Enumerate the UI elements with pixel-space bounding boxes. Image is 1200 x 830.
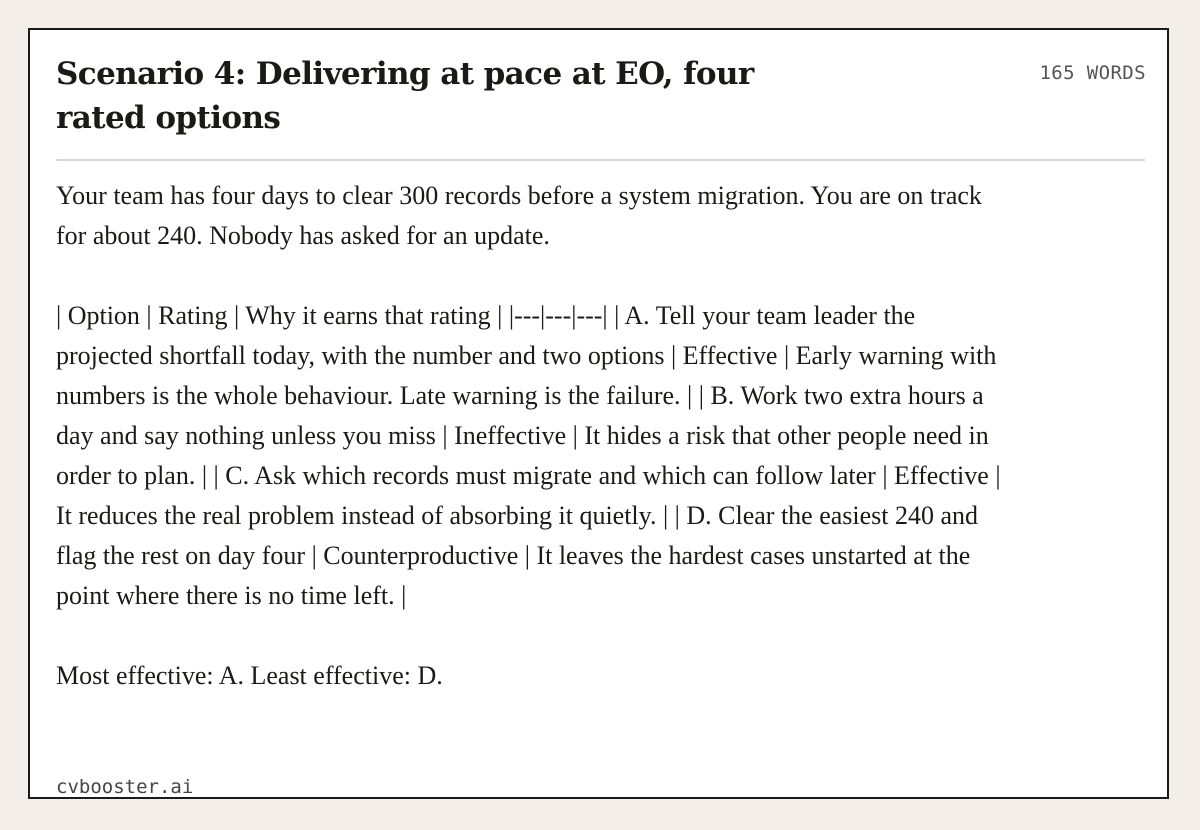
- scenario-title: Scenario 4: Delivering at pace at EO, four rated options: [56, 56, 754, 136]
- scenario-body: [56, 176, 1001, 696]
- summary-paragraph: Most effective: A. Least effective: D.: [56, 661, 443, 690]
- word-count-label: 165 WORDS: [1039, 62, 1146, 84]
- scenario-card: [28, 28, 1169, 799]
- intro-paragraph: Your team has four days to clear 300 records before a system migration. You are on track for about 240. Nobody has asked for an update.: [56, 181, 982, 250]
- header-divider: [56, 159, 1145, 161]
- options-table-text: | Option | Rating | Why it earns that rating | |---|---|---| | A. Tell your team leader the projected shortfall today, with the number and two options | Effective | Early warning with numbers is the whole behaviour. Late warning is the failure. | | B. Work two extra hours a day and say nothing unless you miss | Ineffective | It hides a risk that other people need in order to plan. | | C. Ask which records must migrate and which can follow later | Effective | It reduces the real problem instead of absorbing it quietly. | | D. Clear the easiest 240 and flag the rest on day four | Counterproductive | It leaves the hardest cases unstarted at the point where there is no time left. |: [56, 301, 1001, 610]
- card-header: [56, 52, 1146, 162]
- footer-brand: cvbooster.ai: [56, 776, 194, 798]
